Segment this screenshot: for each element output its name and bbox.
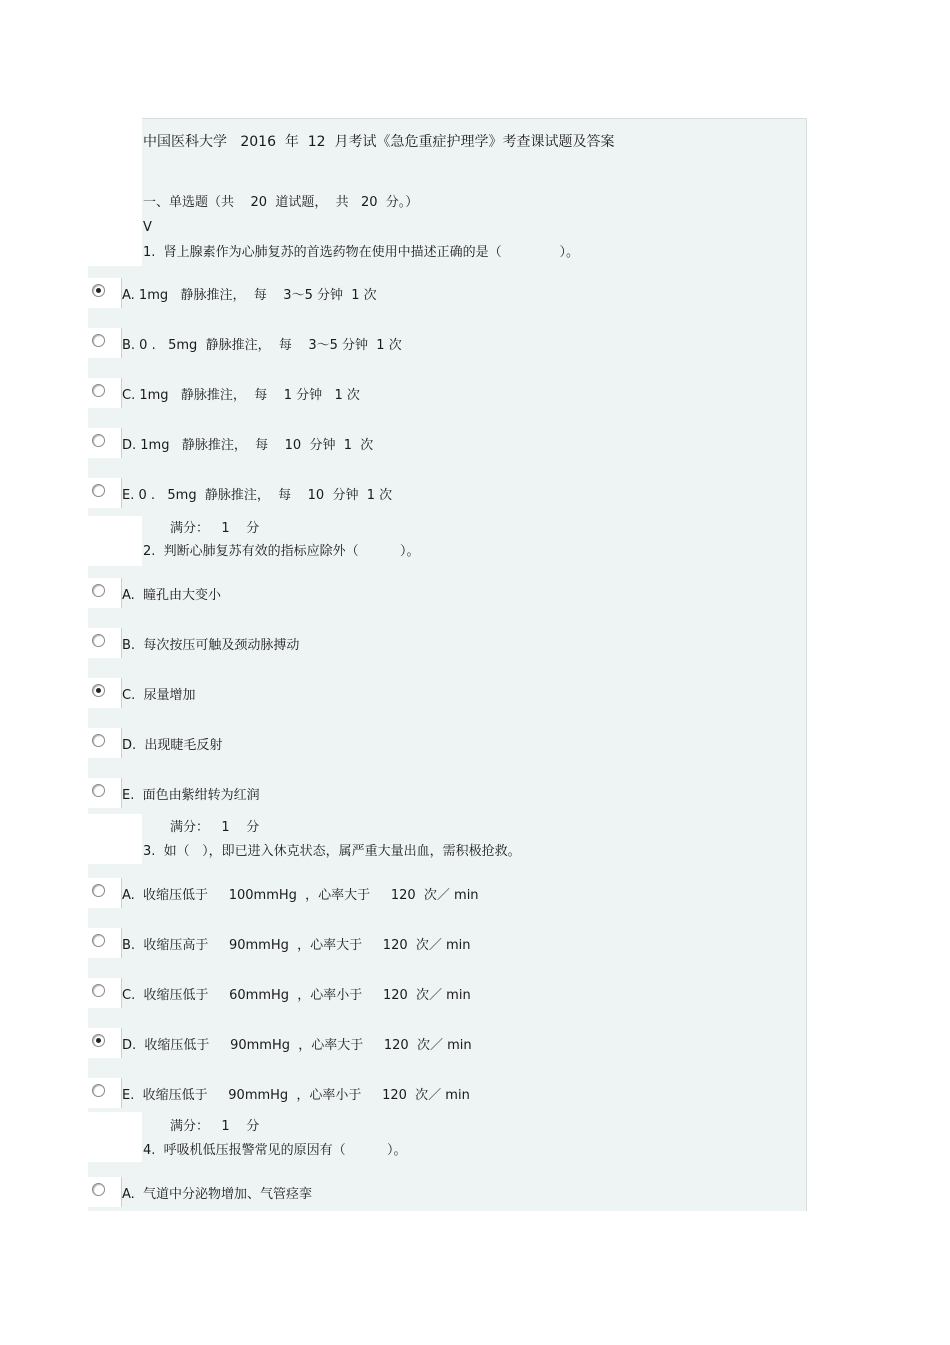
score-margin [88, 516, 142, 566]
radio-button[interactable] [92, 484, 105, 497]
option-radio-cell[interactable] [88, 328, 122, 358]
radio-button[interactable] [92, 284, 105, 297]
radio-button[interactable] [92, 584, 105, 597]
score-text: 满分： 1 分 [170, 1119, 260, 1134]
radio-button[interactable] [92, 934, 105, 947]
option-radio-cell[interactable] [88, 1028, 122, 1058]
option-radio-cell[interactable] [88, 728, 122, 758]
option-label: C. 1mg 静脉推注， 每 1 分钟 1 次 [122, 388, 360, 403]
radio-button[interactable] [92, 1034, 105, 1047]
radio-button[interactable] [92, 384, 105, 397]
score-margin [88, 814, 142, 864]
option-label: A. 1mg 静脉推注， 每 3～5 分钟 1 次 [122, 288, 377, 303]
option-label: D. 出现睫毛反射 [122, 738, 223, 753]
option-radio-cell[interactable] [88, 478, 122, 508]
option-label: E. 收缩压低于 90mmHg ，心率小于 120 次／ min [122, 1088, 470, 1103]
radio-selected-dot [96, 688, 101, 693]
option-label: A. 收缩压低于 100mmHg ，心率大于 120 次／ min [122, 888, 479, 903]
option-label: C. 收缩压低于 60mmHg ，心率小于 120 次／ min [122, 988, 471, 1003]
option-label: B. 0 . 5mg 静脉推注， 每 3～5 分钟 1 次 [122, 338, 402, 353]
question-text: 2. 判断心肺复苏有效的指标应除外（ ）。 [143, 544, 420, 559]
option-label: B. 每次按压可触及颈动脉搏动 [122, 638, 300, 653]
option-radio-cell[interactable] [88, 378, 122, 408]
option-label: A. 气道中分泌物增加、气管痉挛 [122, 1187, 313, 1202]
radio-button[interactable] [92, 984, 105, 997]
score-text: 满分： 1 分 [170, 521, 260, 536]
radio-button[interactable] [92, 684, 105, 697]
radio-button[interactable] [92, 734, 105, 747]
option-label: E. 0 . 5mg 静脉推注， 每 10 分钟 1 次 [122, 488, 393, 503]
radio-button[interactable] [92, 784, 105, 797]
option-radio-cell[interactable] [88, 578, 122, 608]
option-label: E. 面色由紫绀转为红润 [122, 788, 260, 803]
option-radio-cell[interactable] [88, 678, 122, 708]
question-text: 1. 肾上腺素作为心肺复苏的首选药物在使用中描述正确的是（ ）。 [143, 245, 580, 260]
option-radio-cell[interactable] [88, 778, 122, 808]
radio-button[interactable] [92, 634, 105, 647]
radio-button[interactable] [92, 884, 105, 897]
option-radio-cell[interactable] [88, 628, 122, 658]
option-label: D. 1mg 静脉推注， 每 10 分钟 1 次 [122, 438, 374, 453]
option-radio-cell[interactable] [88, 878, 122, 908]
panel-margin [88, 118, 142, 266]
option-radio-cell[interactable] [88, 978, 122, 1008]
radio-button[interactable] [92, 434, 105, 447]
radio-button[interactable] [92, 334, 105, 347]
radio-selected-dot [96, 288, 101, 293]
option-radio-cell[interactable] [88, 1177, 122, 1207]
option-radio-cell[interactable] [88, 428, 122, 458]
v-mark: V [143, 220, 152, 235]
option-radio-cell[interactable] [88, 1078, 122, 1108]
option-label: B. 收缩压高于 90mmHg ，心率大于 120 次／ min [122, 938, 471, 953]
option-label: D. 收缩压低于 90mmHg ，心率大于 120 次／ min [122, 1038, 472, 1053]
option-label: C. 尿量增加 [122, 688, 196, 703]
radio-selected-dot [96, 1038, 101, 1043]
page-title: 中国医科大学 2016 年 12 月考试《急危重症护理学》考查课试题及答案 [143, 134, 615, 150]
question-text: 4. 呼吸机低压报警常见的原因有（ ）。 [143, 1143, 407, 1158]
score-margin [88, 1112, 142, 1162]
radio-button[interactable] [92, 1183, 105, 1196]
radio-button[interactable] [92, 1084, 105, 1097]
score-text: 满分： 1 分 [170, 820, 260, 835]
question-text: 3. 如（ ），即已进入休克状态，属严重大量出血，需积极抢救。 [143, 844, 521, 859]
section-heading: 一、单选题（共 20 道试题， 共 20 分。） [143, 195, 419, 210]
option-label: A. 瞳孔由大变小 [122, 588, 222, 603]
option-radio-cell[interactable] [88, 928, 122, 958]
option-radio-cell[interactable] [88, 278, 122, 308]
